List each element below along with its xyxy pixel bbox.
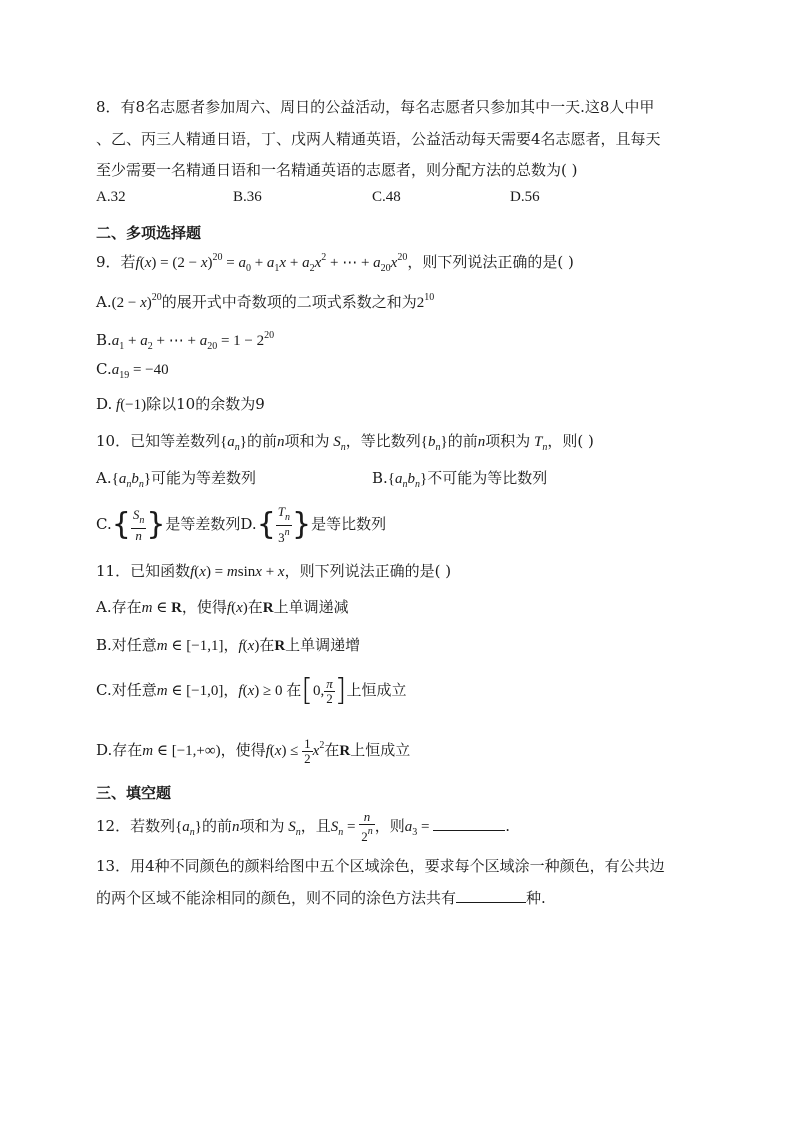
q10-stem-d: ，等比数列 bbox=[345, 432, 421, 450]
q9-c-label: C. bbox=[96, 360, 112, 378]
q9-d-label: D. bbox=[96, 395, 113, 413]
q8-option-d: D.56 bbox=[510, 189, 540, 205]
q11-c-a: C.对任意 bbox=[96, 681, 157, 699]
q11-c-c: 在 bbox=[286, 681, 302, 699]
q8-line-1: 8．有8名志愿者参加周六、周日的公益活动，每名志愿者只参加其中一天.这8人中甲 bbox=[96, 98, 655, 116]
q9-d-text: 除以10的余数为9 bbox=[146, 395, 265, 413]
q12-stem-a: 12．若数列 bbox=[96, 817, 176, 835]
q12-stem-d: ，且 bbox=[300, 817, 331, 835]
q8-line-3: 至少需要一名精通日语和一名精通英语的志愿者，则分配方法的总数为( ) bbox=[96, 161, 578, 179]
q8-option-b: B.36 bbox=[233, 189, 262, 205]
q9-a-label: A. bbox=[96, 293, 112, 311]
q8-option-a: A.32 bbox=[96, 189, 126, 205]
q9-stem: 9．若$f(x) = (2 - x)^{20} = a_0 + a_1x + a_2x^2$ + ⋯ + $a_{20}x^{20}$，则下列说法正确的是( ) bbox=[96, 252, 574, 274]
q10-stem-e: 的前 bbox=[447, 432, 478, 450]
q10-a-label: A. bbox=[96, 469, 112, 487]
q13-line-2-a: 的两个区域不能涂相同的颜色，则不同的涂色方法共有 bbox=[96, 889, 457, 907]
q10-stem-a: 10．已知等差数列 bbox=[96, 432, 221, 450]
q13-line-2 bbox=[96, 887, 546, 909]
q13-line-2-b: 种. bbox=[526, 889, 546, 907]
q10-stem-g: ，则( ) bbox=[547, 432, 594, 450]
q9-stem-suffix: ，则下列说法正确的是( ) bbox=[407, 253, 574, 271]
q11-option-d: D.存在m ∈ [−1,+∞)，使得f(x) ≤ $\frac{1}{2}$ $x^2$在R上恒成立 bbox=[96, 735, 411, 766]
q10-option-b: $B.\{a_nb_n\}$不可能为等比数列 bbox=[372, 469, 548, 490]
q11-a-b: ，使得 bbox=[181, 598, 227, 616]
q12-stem-e: ，则 bbox=[374, 817, 405, 835]
q11-c-b: ， bbox=[223, 681, 239, 699]
q9-formula: f bbox=[135, 255, 140, 271]
q11-d-a: D.存在 bbox=[96, 741, 143, 759]
q11-d-b: ，使得 bbox=[220, 741, 266, 759]
q9-a-text: 的展开式中奇数项的二项式系数之和为 bbox=[161, 293, 417, 311]
q9-b-rhs: = 1 − 2 bbox=[220, 333, 265, 349]
q11-stem-a: 11．已知函数 bbox=[96, 562, 191, 580]
q11-b-b: ， bbox=[223, 636, 239, 654]
q11-c-d: 上恒成立 bbox=[346, 681, 407, 699]
q8-line-2: 、乙、丙三人精通日语，丁、戊两人精通英语，公益活动每天需要4名志愿者，且每天 bbox=[96, 130, 661, 148]
q12-stem-b: 的前 bbox=[202, 817, 233, 835]
q9-option-a: $A.(2 - x)^{20}$的展开式中奇数项的二项式系数之和为$2^{10}$ bbox=[96, 292, 435, 311]
q10-d-label: D. bbox=[240, 515, 257, 533]
q11-d-d: 上恒成立 bbox=[350, 741, 411, 759]
q11-option-c: C.对任意m ∈ [−1,0]，f(x) ≥ 0 在[0, $\frac{\pi}{2}$ ]上恒成立 bbox=[96, 673, 407, 708]
q11-stem-b: ，则下列说法正确的是( ) bbox=[284, 562, 452, 580]
q10-options-cd: C.{ $\frac{S_n}{n}$ }是等差数列D.{ $\frac{T_n}{3^n}$ }是等比数列 bbox=[96, 504, 387, 545]
q9-option-b: $B.a_1 + a_2$ + ⋯ + $a_{20} = 1 - 2^{20}$ bbox=[96, 330, 275, 352]
section-heading-multiple-choice: 二、多项选择题 bbox=[96, 224, 202, 242]
q12-stem: 12．若数列$\{a_n\}$的前n项和为 $S_n$，且$S_n$ = $\frac{n}{2^n}$ ，则$a_3$ = . bbox=[96, 809, 511, 844]
q11-a-c: 在 bbox=[247, 598, 263, 616]
q12-answer-blank[interactable] bbox=[433, 816, 505, 831]
q9-option-c: $C.a_{19} = -40$ bbox=[96, 360, 169, 381]
q9-option-d: D. f(−1)除以10的余数为9 bbox=[96, 395, 265, 413]
q13-answer-blank[interactable] bbox=[456, 888, 526, 903]
q8-option-c: C.48 bbox=[372, 189, 401, 205]
q11-option-a: A.存在m ∈ R，使得f(x)在R上单调递减 bbox=[96, 598, 349, 616]
q10-c-text: 是等差数列 bbox=[165, 515, 241, 533]
q9-c-rhs: = −40 bbox=[132, 362, 169, 378]
q9-a-exp: 10 bbox=[424, 292, 435, 303]
q9-b-exp: 20 bbox=[264, 330, 275, 341]
q10-option-a: $A.\{a_nb_n\}$可能为等差数列 bbox=[96, 469, 257, 490]
q11-d-c: 在 bbox=[324, 741, 340, 759]
q11-b-a: B.对任意 bbox=[96, 636, 157, 654]
q11-b-c: 在 bbox=[259, 636, 275, 654]
q9-stem-prefix: 9．若 bbox=[96, 253, 136, 271]
q10-c-label: C. bbox=[96, 515, 112, 533]
q10-b-label: B. bbox=[372, 469, 388, 487]
q11-stem: 11．已知函数f(x) = msinx + x，则下列说法正确的是( ) bbox=[96, 562, 452, 580]
q10-stem-f: 项积为 bbox=[485, 432, 531, 450]
q10-stem: 10．已知等差数列$\{a_n\}$的前n项和为 $S_n$，等比数列$\{b_n\}$的前n项积为 $T_n$，则( ) bbox=[96, 432, 594, 453]
q11-option-b: B.对任意m ∈ [−1,1]，f(x)在R上单调递增 bbox=[96, 636, 361, 654]
q9-a-power: 2 bbox=[416, 295, 425, 311]
q10-stem-b: 的前 bbox=[247, 432, 278, 450]
q12-stem-f: . bbox=[505, 817, 511, 835]
section-heading-fill-in: 三、填空题 bbox=[96, 784, 172, 802]
q12-stem-c: 项和为 bbox=[239, 817, 285, 835]
q10-stem-c: 项和为 bbox=[284, 432, 330, 450]
q10-a-text: 可能为等差数列 bbox=[151, 469, 257, 487]
q11-a-a: A.存在 bbox=[96, 598, 142, 616]
q10-b-text: 不可能为等比数列 bbox=[427, 469, 548, 487]
q9-b-label: B. bbox=[96, 331, 112, 349]
q11-b-d: 上单调递增 bbox=[285, 636, 361, 654]
q13-line-1: 13．用4种不同颜色的颜料给图中五个区域涂色，要求每个区域涂一种颜色，有公共边 bbox=[96, 857, 665, 875]
q10-d-text: 是等比数列 bbox=[311, 515, 387, 533]
q11-a-d: 上单调递减 bbox=[273, 598, 349, 616]
